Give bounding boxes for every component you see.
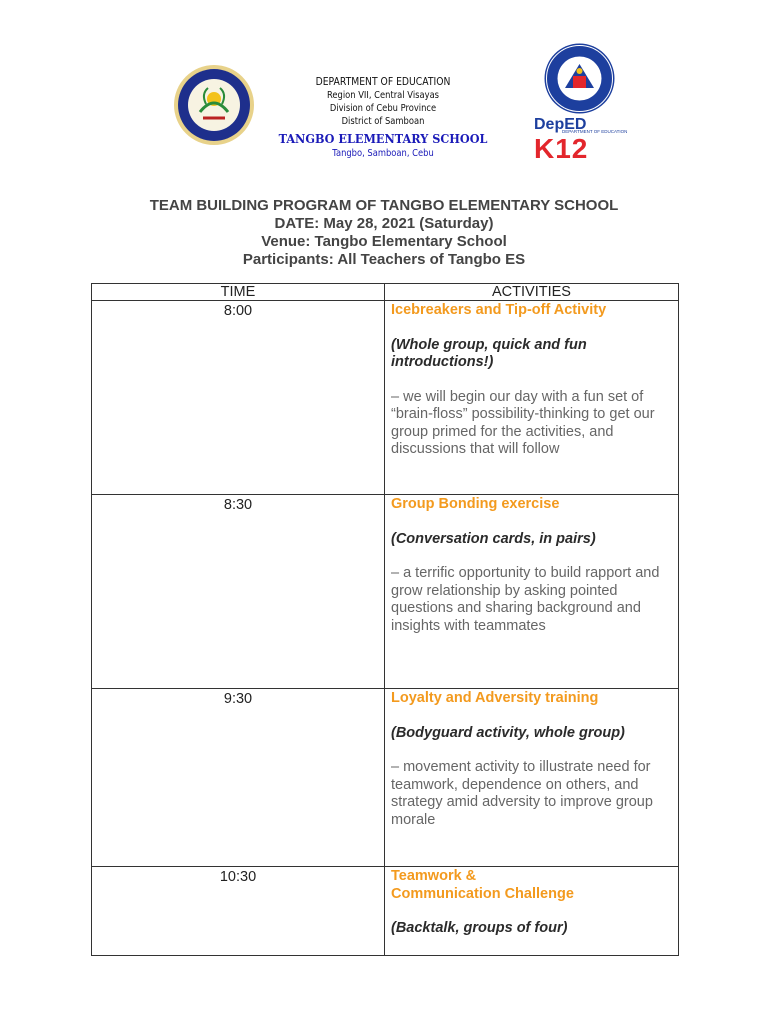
letterhead [255,76,511,161]
program-table [91,283,679,956]
table-row [92,495,679,689]
deped-k12-logo [532,114,628,160]
time-cell: 9:30 [92,689,385,867]
region-name: Region VII, Central Visayas [326,90,440,101]
table-row [92,867,679,956]
activity-format: (Whole group, quick and fun introductions!) [391,336,587,370]
activity-description: – a terrific opportunity to build rapport and grow relationship by asking pointed questions and sharing background and insights with teammates [391,565,660,634]
program-title-block [0,197,768,269]
activities-column-header: ACTIVITIES [385,284,679,301]
activity-title-line2: Communication Challenge [391,885,574,902]
activity-cell [385,301,679,495]
school-name: TANGBO ELEMENTARY SCHOOL [278,131,488,146]
activity-title: Icebreakers and Tip-off Activity [391,302,607,318]
activity-title: Loyalty and Adversity training [391,690,599,706]
school-seal-logo [173,64,255,146]
division-name: Division of Cebu Province [329,103,437,114]
activity-description: – movement activity to illustrate need for teamwork, dependence on others, and strategy amid adversity to improve group morale [391,759,653,828]
time-cell: 8:00 [92,301,385,495]
deped-seal-logo [543,42,616,115]
table-header-row [92,284,679,301]
table-row [92,689,679,867]
k12-text: K12 [534,133,589,160]
activity-title-line1: Teamwork & [391,868,477,884]
activity-title: Group Bonding exercise [391,496,560,512]
activity-format: (Conversation cards, in pairs) [391,530,596,547]
program-title: TEAM BUILDING PROGRAM OF TANGBO ELEMENTARY SCHOOL [149,197,619,214]
program-participants: Participants: All Teachers of Tangbo ES [242,251,526,268]
activity-cell [385,689,679,867]
program-venue: Venue: Tangbo Elementary School [261,233,507,250]
activity-cell [385,495,679,689]
program-date: DATE: May 28, 2021 (Saturday) [274,215,494,232]
deped-subtitle-text: DEPARTMENT OF EDUCATION [562,129,628,134]
school-address: Tangbo, Samboan, Cebu [332,148,434,159]
activity-description: – we will begin our day with a fun set of “brain-floss” possibility-thinking to get our group primed for the activities, and discussions that will follow [391,388,655,457]
activity-cell [385,867,679,956]
department-name: DEPARTMENT OF EDUCATION [315,76,451,88]
deped-brand-text: DepED [534,116,587,133]
activity-format: (Bodyguard activity, whole group) [391,724,625,741]
table-row [92,301,679,495]
activity-format: (Backtalk, groups of four) [391,920,568,936]
time-column-header: TIME [92,284,385,301]
district-name: District of Samboan [341,116,425,127]
time-cell: 10:30 [92,867,385,956]
time-cell: 8:30 [92,495,385,689]
